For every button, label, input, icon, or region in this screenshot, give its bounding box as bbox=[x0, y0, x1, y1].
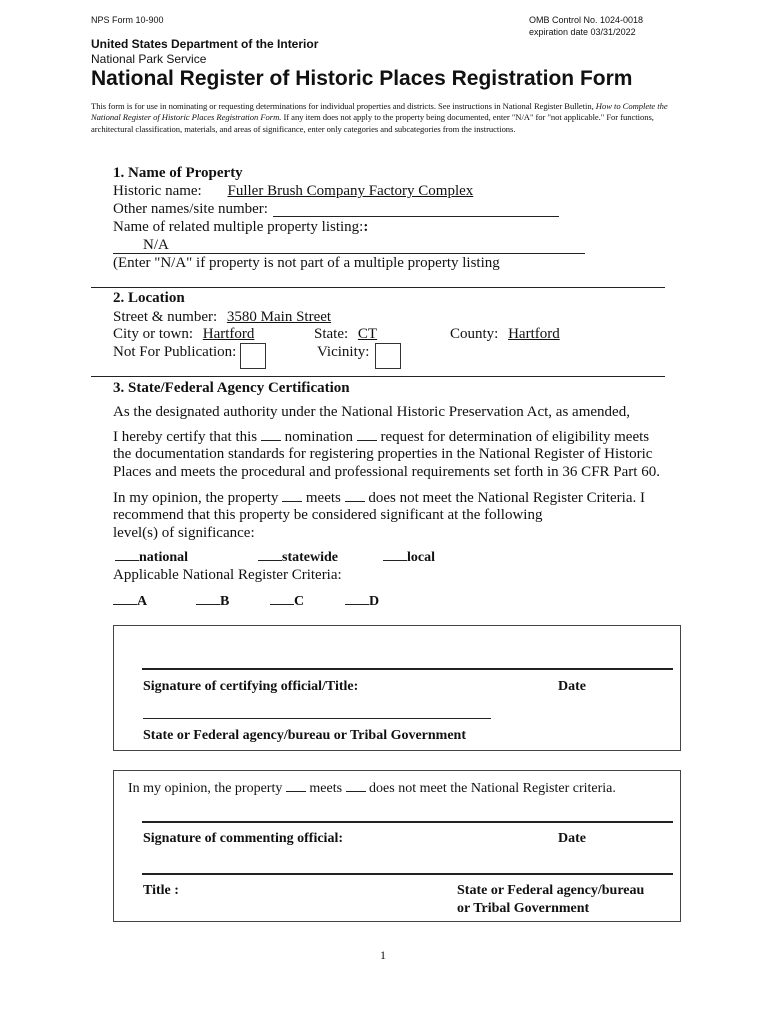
commenting-agency-line1: State or Federal agency/bureau bbox=[457, 883, 645, 898]
section3-heading: 3. State/Federal Agency Certification bbox=[113, 380, 350, 396]
criteria-a-blank[interactable] bbox=[113, 592, 137, 605]
multiple-listing-row: Name of related multiple property listing:: bbox=[113, 219, 369, 235]
authority-text: As the designated authority under the National Historic Preservation Act, as amended, bbox=[113, 404, 630, 420]
criteria-d-blank[interactable] bbox=[345, 592, 369, 605]
service: National Park Service bbox=[91, 52, 207, 66]
county-row bbox=[450, 326, 604, 343]
criteria-d-label: D bbox=[369, 594, 380, 609]
commenting-opinion-row bbox=[128, 779, 616, 797]
section2-heading: 2. Location bbox=[113, 290, 185, 306]
section-divider bbox=[91, 376, 665, 377]
expiration-date: expiration date 03/31/2022 bbox=[529, 27, 636, 37]
criteria-a-label: A bbox=[137, 594, 148, 609]
criteria-b-blank[interactable] bbox=[196, 592, 220, 605]
multiple-listing-note: (Enter "N/A" if property is not part of a multiple property listing bbox=[113, 255, 500, 271]
section1-heading: 1. Name of Property bbox=[113, 165, 243, 181]
city-value: Hartford bbox=[202, 326, 255, 342]
intro-italic: How to Complete the National Register of Historic Places Registration Form. bbox=[91, 101, 668, 123]
street-label: Street & number: bbox=[113, 309, 218, 325]
historic-name-value: Fuller Brush Company Factory Complex bbox=[227, 183, 474, 199]
opinion-line3: level(s) of significance: bbox=[113, 525, 255, 541]
state-row bbox=[314, 326, 435, 343]
criteria-a[interactable] bbox=[113, 592, 147, 610]
section-divider bbox=[91, 287, 665, 288]
commenting-does-not-meet-blank[interactable] bbox=[346, 779, 366, 792]
intro-text bbox=[91, 101, 686, 135]
page-number: 1 bbox=[380, 948, 386, 962]
commenting-signature-label: Signature of commenting official: bbox=[143, 831, 343, 846]
page-title: National Register of Historic Places Registration Form bbox=[91, 67, 633, 90]
department: United States Department of the Interior bbox=[91, 37, 319, 51]
criteria-label: Applicable National Register Criteria: bbox=[113, 567, 342, 583]
not-for-publication-label: Not For Publication: bbox=[113, 344, 237, 360]
form-number: NPS Form 10-900 bbox=[91, 15, 164, 25]
intro-part1: This form is for use in nominating or requesting determinations for individual properties and districts. See instructions in National Register Bulletin, bbox=[91, 101, 594, 111]
street-value: 3580 Main Street bbox=[226, 309, 332, 325]
historic-name-field[interactable] bbox=[213, 183, 555, 199]
state-value: CT bbox=[357, 326, 378, 342]
certifying-signature-label: Signature of certifying official/Title: bbox=[143, 679, 359, 694]
criteria-b-label: B bbox=[220, 594, 230, 609]
criteria-c[interactable] bbox=[270, 592, 304, 610]
commenting-title-line[interactable] bbox=[142, 873, 673, 875]
certifying-signature-line[interactable] bbox=[142, 668, 673, 670]
multiple-listing-label: Name of related multiple property listing: bbox=[113, 219, 364, 235]
vicinity-label: Vicinity: bbox=[317, 344, 370, 360]
criteria-b[interactable] bbox=[196, 592, 229, 610]
street-row bbox=[113, 309, 573, 326]
city-row bbox=[113, 326, 282, 343]
city-label: City or town: bbox=[113, 326, 194, 342]
level-local-blank[interactable] bbox=[383, 548, 407, 561]
level-local-label: local bbox=[407, 550, 435, 565]
multiple-listing-field[interactable] bbox=[113, 253, 585, 254]
request-blank[interactable] bbox=[357, 428, 377, 441]
state-field[interactable] bbox=[352, 326, 435, 342]
opinion-text-a: In my opinion, the property bbox=[113, 490, 279, 506]
opinion-line2: recommend that this property be considered significant at the following bbox=[113, 507, 543, 523]
criteria-d[interactable] bbox=[345, 592, 379, 610]
criteria-c-blank[interactable] bbox=[270, 592, 294, 605]
commenting-meets-blank[interactable] bbox=[286, 779, 306, 792]
opinion-text-b: does not meet the National Register Criteria. I bbox=[368, 490, 645, 506]
other-names-field[interactable] bbox=[273, 216, 559, 217]
historic-name-row bbox=[113, 183, 555, 200]
commenting-signature-line[interactable] bbox=[142, 821, 673, 823]
omb-control: OMB Control No. 1024-0018 bbox=[529, 15, 644, 25]
state-label: State: bbox=[314, 326, 349, 342]
commenting-opinion-b: does not meet the National Register criteria. bbox=[369, 781, 616, 796]
certify-text-b: request for determination of eligibility meets bbox=[380, 429, 650, 445]
certify-line3: Places and meets the procedural and professional requirements set forth in 36 CFR Part 60. bbox=[113, 464, 660, 480]
level-national-blank[interactable] bbox=[115, 548, 139, 561]
certify-line2: the documentation standards for registering properties in the National Register of Historic bbox=[113, 446, 653, 462]
commenting-meets: meets bbox=[309, 781, 343, 796]
level-national-label: national bbox=[139, 550, 189, 565]
certify-text-a: I hereby certify that this bbox=[113, 429, 258, 445]
vicinity-checkbox[interactable] bbox=[375, 343, 401, 369]
does-not-meet-blank[interactable] bbox=[345, 489, 365, 502]
intro-part2: If any item does not apply to the property being documented, enter "N/A" for "not applicable." For functions, architectural classification, materials, and areas of significance, enter only categories and subcategories from the instructions. bbox=[91, 112, 654, 134]
level-statewide-blank[interactable] bbox=[258, 548, 282, 561]
level-national[interactable] bbox=[115, 548, 188, 566]
street-field[interactable] bbox=[221, 309, 573, 325]
certify-line1 bbox=[113, 428, 649, 446]
county-value: Hartford bbox=[508, 326, 560, 342]
not-for-publication-checkbox[interactable] bbox=[240, 343, 266, 369]
certifying-date-label: Date bbox=[558, 679, 586, 694]
criteria-c-label: C bbox=[294, 594, 305, 609]
other-names-label: Other names/site number: bbox=[113, 201, 268, 217]
level-local[interactable] bbox=[383, 548, 435, 566]
certifying-agency-line[interactable] bbox=[143, 718, 491, 719]
level-statewide[interactable] bbox=[258, 548, 338, 566]
commenting-date-label: Date bbox=[558, 831, 586, 846]
certifying-agency-label: State or Federal agency/bureau or Tribal Government bbox=[143, 728, 467, 743]
commenting-title-label: Title : bbox=[143, 883, 179, 898]
level-statewide-label: statewide bbox=[282, 550, 338, 565]
commenting-opinion-a: In my opinion, the property bbox=[128, 781, 283, 796]
historic-name-label: Historic name: bbox=[113, 183, 202, 199]
commenting-agency-line2: or Tribal Government bbox=[457, 901, 590, 916]
meets-blank[interactable] bbox=[282, 489, 302, 502]
nomination-blank[interactable] bbox=[261, 428, 281, 441]
opinion-line1 bbox=[113, 489, 645, 507]
certify-nomination: nomination bbox=[284, 429, 353, 445]
county-field[interactable] bbox=[502, 326, 604, 342]
county-label: County: bbox=[450, 326, 499, 342]
opinion-meets: meets bbox=[305, 490, 341, 506]
city-field[interactable] bbox=[197, 326, 283, 342]
multiple-listing-value: N/A bbox=[143, 237, 169, 253]
